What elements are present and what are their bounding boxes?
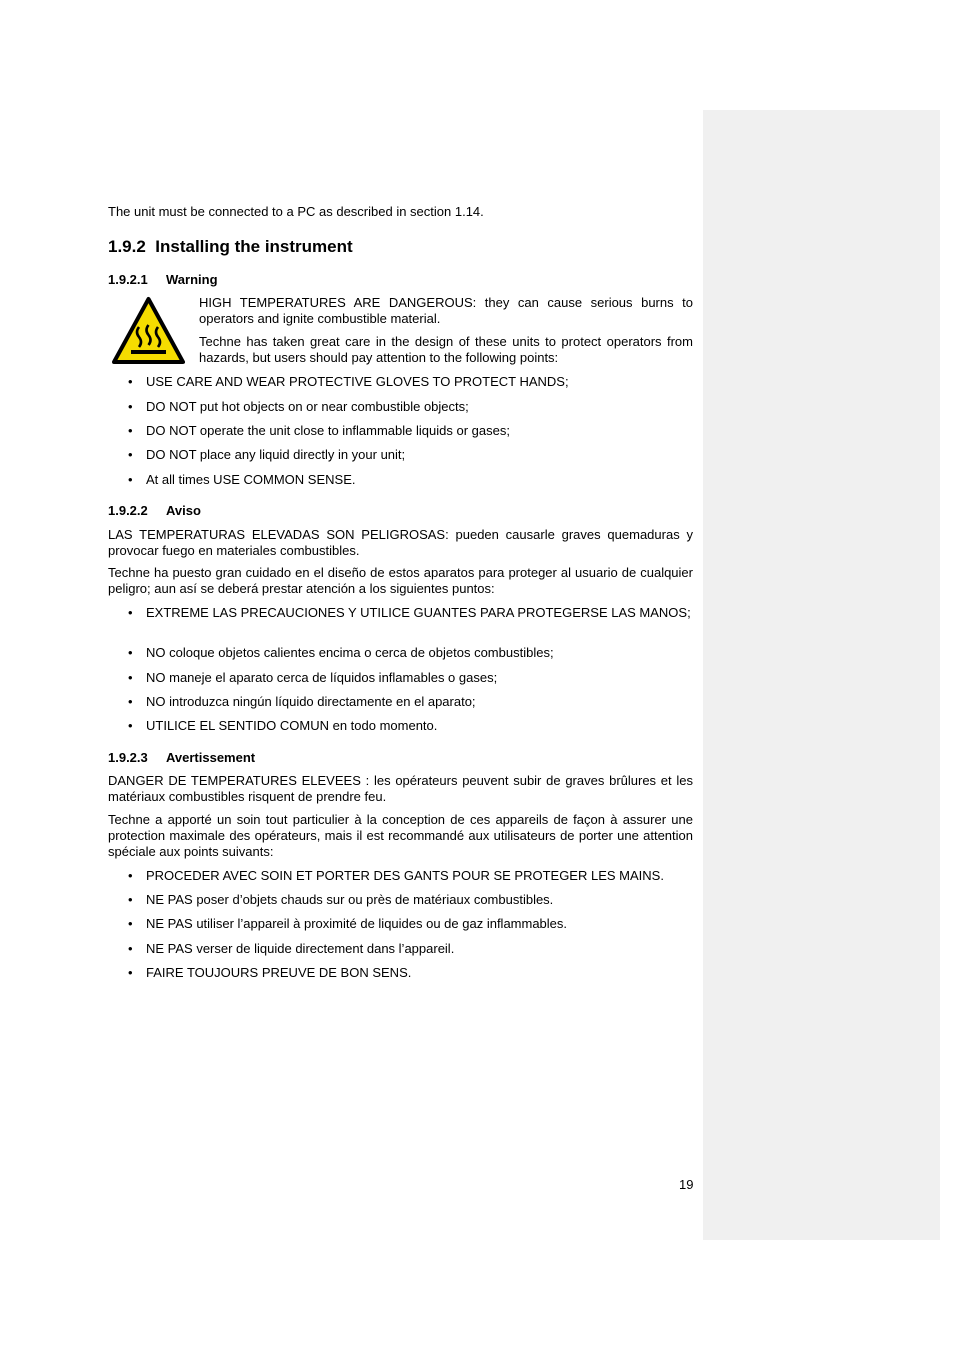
- section-title: Installing the instrument: [155, 237, 353, 256]
- section-number: 1.9.2: [108, 237, 146, 256]
- list-item: • NO maneje el aparato cerca de líquidos inflamables o gases;: [128, 670, 498, 685]
- warning-fr-paragraph-2: Techne a apporté un soin tout particulier à la conception de ces appareils de façon à assurer une protection maximale des opérateurs, mais il est recommandé aux utilisateurs de porter une attention spéciale aux points suivants:: [108, 812, 693, 859]
- list-item: • NO introduzca ningún líquido directamente en el aparato;: [128, 694, 476, 709]
- list-item: • DO NOT put hot objects on or near combustible objects;: [128, 399, 469, 414]
- warning-es-heading: [108, 503, 201, 519]
- warning-en-heading: [108, 272, 218, 288]
- intro-text: The unit must be connected to a PC as described in section 1.14.: [108, 204, 484, 219]
- warning-fr-heading: [108, 750, 255, 766]
- warning-es-paragraph-1: LAS TEMPERATURAS ELEVADAS SON PELIGROSAS: pueden causarle graves quemaduras y provocar fuego en materiales combustibles.: [108, 527, 693, 558]
- list-item: • UTILICE EL SENTIDO COMUN en todo momento.: [128, 718, 438, 733]
- list-item: • DO NOT operate the unit close to inflammable liquids or gases;: [128, 423, 510, 438]
- list-item: • NO coloque objetos calientes encima o cerca de objetos combustibles;: [128, 645, 554, 660]
- list-item: • NE PAS poser d’objets chauds sur ou près de matériaux combustibles.: [128, 892, 554, 907]
- hot-surface-warning-icon: [112, 296, 185, 365]
- list-item: • DO NOT place any liquid directly in your unit;: [128, 447, 406, 462]
- warning-en-paragraph-1: HIGH TEMPERATURES ARE DANGEROUS: they can cause serious burns to operators and ignite combustible material.: [199, 295, 693, 326]
- list-item: • PROCEDER AVEC SOIN ET PORTER DES GANTS POUR SE PROTEGER LES MAINS.: [128, 868, 664, 883]
- list-item: • FAIRE TOUJOURS PREUVE DE BON SENS.: [128, 965, 412, 980]
- warning-es-paragraph-2: Techne ha puesto gran cuidado en el diseño de estos aparatos para proteger al usuario de cualquier peligro; aun así se deberá prestar atención a los siguientes puntos:: [108, 565, 693, 596]
- warning-en-number: 1.9.2.1: [108, 272, 148, 287]
- page-number: 19: [679, 1177, 694, 1192]
- list-item: • NE PAS utiliser l’appareil à proximité de liquides ou de gaz inflammables.: [128, 916, 568, 931]
- warning-fr-title: Avertissement: [166, 750, 256, 765]
- warning-es-title: Aviso: [166, 503, 201, 518]
- warning-es-number: 1.9.2.2: [108, 503, 148, 518]
- section-heading: [108, 237, 353, 257]
- warning-en-title: Warning: [166, 272, 218, 287]
- warning-fr-paragraph-1: DANGER DE TEMPERATURES ELEVEES : les opérateurs peuvent subir de graves brûlures et les matériaux combustibles risquent de prendre feu.: [108, 773, 693, 804]
- comment-pane: [703, 110, 940, 1240]
- list-item: • USE CARE AND WEAR PROTECTIVE GLOVES TO PROTECT HANDS;: [128, 374, 569, 389]
- list-item: • At all times USE COMMON SENSE.: [128, 472, 356, 487]
- warning-en-paragraph-2: Techne has taken great care in the design of these units to protect operators from hazards, but users should pay attention to the following points:: [199, 334, 693, 365]
- list-item: • EXTREME LAS PRECAUCIONES Y UTILICE GUANTES PARA PROTEGERSE LAS MANOS;: [128, 605, 691, 620]
- list-item: • NE PAS verser de liquide directement dans l’appareil.: [128, 941, 455, 956]
- warning-fr-number: 1.9.2.3: [108, 750, 148, 765]
